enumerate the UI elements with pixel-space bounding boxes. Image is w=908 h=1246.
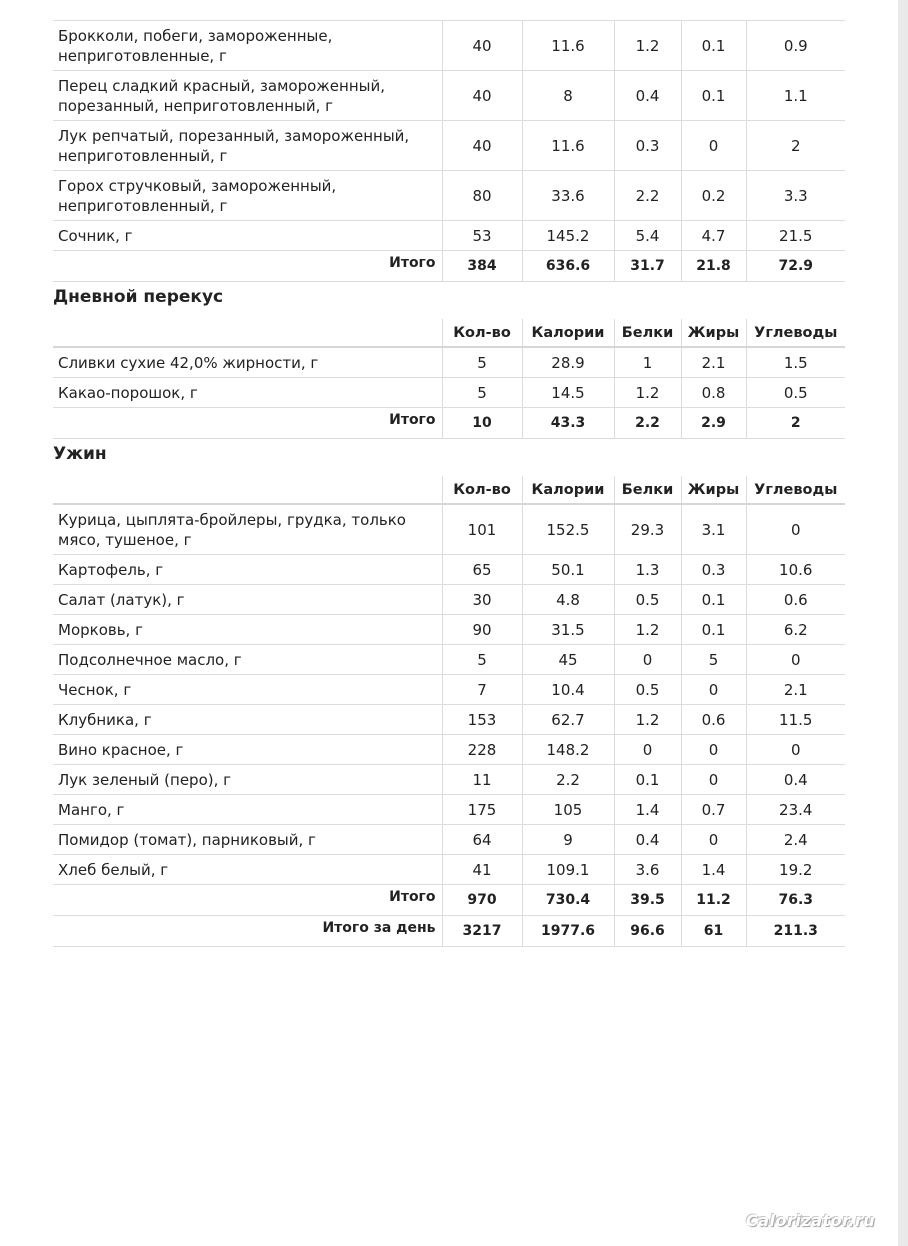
food-name: Лук зеленый (перо), г (53, 765, 442, 795)
table-row (53, 615, 845, 645)
cal-cell: 4.8 (522, 585, 614, 615)
qty-cell: 11 (442, 765, 522, 795)
carb-cell: 3.3 (746, 171, 845, 221)
header-prot: Белки (614, 319, 681, 347)
total-qty: 970 (442, 885, 522, 916)
table-row (53, 675, 845, 705)
cal-cell: 148.2 (522, 735, 614, 765)
fat-cell: 0.1 (681, 21, 746, 71)
prot-cell: 1.2 (614, 615, 681, 645)
table-row (53, 121, 845, 171)
qty-cell: 30 (442, 585, 522, 615)
table-row (53, 21, 845, 71)
prot-cell: 1.3 (614, 555, 681, 585)
fat-cell: 0 (681, 825, 746, 855)
fat-cell: 0 (681, 765, 746, 795)
table-row (53, 504, 845, 555)
fat-cell: 5 (681, 645, 746, 675)
table-row (53, 645, 845, 675)
total-qty: 10 (442, 408, 522, 439)
food-name: Горох стручковый, замороженный, неприготовленный, г (53, 171, 442, 221)
fat-cell: 0.1 (681, 585, 746, 615)
qty-cell: 228 (442, 735, 522, 765)
carb-cell: 0.5 (746, 378, 845, 408)
fat-cell: 1.4 (681, 855, 746, 885)
food-name: Картофель, г (53, 555, 442, 585)
table-row (53, 735, 845, 765)
day-total-cal: 1977.6 (522, 916, 614, 947)
food-name: Сливки сухие 42,0% жирности, г (53, 347, 442, 378)
total-cal: 730.4 (522, 885, 614, 916)
table-row (53, 71, 845, 121)
carb-cell: 23.4 (746, 795, 845, 825)
qty-cell: 5 (442, 378, 522, 408)
fat-cell: 0 (681, 675, 746, 705)
fat-cell: 0.6 (681, 705, 746, 735)
total-cal: 636.6 (522, 251, 614, 282)
carb-cell: 0.6 (746, 585, 845, 615)
table-row (53, 825, 845, 855)
cal-cell: 9 (522, 825, 614, 855)
fat-cell: 0.7 (681, 795, 746, 825)
prot-cell: 1.2 (614, 378, 681, 408)
fat-cell: 4.7 (681, 221, 746, 251)
header-carb: Углеводы (746, 319, 845, 347)
carb-cell: 2 (746, 121, 845, 171)
cal-cell: 105 (522, 795, 614, 825)
prot-cell: 29.3 (614, 504, 681, 555)
day-total-qty: 3217 (442, 916, 522, 947)
food-name: Сочник, г (53, 221, 442, 251)
header-carb: Углеводы (746, 476, 845, 504)
food-name: Клубника, г (53, 705, 442, 735)
carb-cell: 2.4 (746, 825, 845, 855)
qty-cell: 80 (442, 171, 522, 221)
cal-cell: 10.4 (522, 675, 614, 705)
cal-cell: 109.1 (522, 855, 614, 885)
prot-cell: 1.4 (614, 795, 681, 825)
table-row (53, 555, 845, 585)
total-carb: 72.9 (746, 251, 845, 282)
food-name: Какао-порошок, г (53, 378, 442, 408)
qty-cell: 53 (442, 221, 522, 251)
day-total-carb: 211.3 (746, 916, 845, 947)
header-empty (53, 476, 442, 504)
header-fat: Жиры (681, 319, 746, 347)
qty-cell: 101 (442, 504, 522, 555)
prot-cell: 5.4 (614, 221, 681, 251)
total-cal: 43.3 (522, 408, 614, 439)
table-row (53, 795, 845, 825)
total-qty: 384 (442, 251, 522, 282)
total-row (53, 885, 845, 916)
total-prot: 2.2 (614, 408, 681, 439)
food-name: Манго, г (53, 795, 442, 825)
fat-cell: 0.3 (681, 555, 746, 585)
carb-cell: 19.2 (746, 855, 845, 885)
cal-cell: 31.5 (522, 615, 614, 645)
cal-cell: 62.7 (522, 705, 614, 735)
total-carb: 2 (746, 408, 845, 439)
qty-cell: 5 (442, 645, 522, 675)
fat-cell: 3.1 (681, 504, 746, 555)
table-row (53, 378, 845, 408)
carb-cell: 10.6 (746, 555, 845, 585)
carb-cell: 0 (746, 735, 845, 765)
fat-cell: 0.1 (681, 71, 746, 121)
qty-cell: 5 (442, 347, 522, 378)
site-watermark: Calorizator.ru (746, 1211, 876, 1230)
total-prot: 39.5 (614, 885, 681, 916)
day-total-label: Итого за день (53, 916, 442, 947)
food-name: Морковь, г (53, 615, 442, 645)
day-total-prot: 96.6 (614, 916, 681, 947)
header-fat: Жиры (681, 476, 746, 504)
header-qty: Кол-во (442, 476, 522, 504)
total-prot: 31.7 (614, 251, 681, 282)
total-fat: 21.8 (681, 251, 746, 282)
total-fat: 11.2 (681, 885, 746, 916)
day-total-fat: 61 (681, 916, 746, 947)
food-name: Салат (латук), г (53, 585, 442, 615)
cal-cell: 11.6 (522, 121, 614, 171)
page-edge (898, 0, 908, 1246)
qty-cell: 41 (442, 855, 522, 885)
prot-cell: 0 (614, 735, 681, 765)
fat-cell: 0.8 (681, 378, 746, 408)
cal-cell: 28.9 (522, 347, 614, 378)
qty-cell: 40 (442, 71, 522, 121)
prot-cell: 0.5 (614, 675, 681, 705)
carb-cell: 1.1 (746, 71, 845, 121)
table-row (53, 765, 845, 795)
qty-cell: 64 (442, 825, 522, 855)
table-row (53, 221, 845, 251)
carb-cell: 1.5 (746, 347, 845, 378)
food-name: Хлеб белый, г (53, 855, 442, 885)
carb-cell: 21.5 (746, 221, 845, 251)
total-label: Итого (53, 408, 442, 439)
table-header (53, 319, 845, 347)
header-prot: Белки (614, 476, 681, 504)
carb-cell: 0 (746, 645, 845, 675)
total-fat: 2.9 (681, 408, 746, 439)
carb-cell: 0.4 (746, 765, 845, 795)
cal-cell: 152.5 (522, 504, 614, 555)
dinner-table (53, 476, 845, 947)
header-cal: Калории (522, 319, 614, 347)
food-name: Курица, цыплята-бройлеры, грудка, только мясо, тушеное, г (53, 504, 442, 555)
food-name: Брокколи, побеги, замороженные, неприготовленные, г (53, 21, 442, 71)
qty-cell: 40 (442, 21, 522, 71)
table-row (53, 585, 845, 615)
prot-cell: 3.6 (614, 855, 681, 885)
section-title-snack: Дневной перекус (53, 287, 224, 307)
total-label: Итого (53, 885, 442, 916)
prot-cell: 1 (614, 347, 681, 378)
fat-cell: 0 (681, 121, 746, 171)
food-name: Чеснок, г (53, 675, 442, 705)
cal-cell: 11.6 (522, 21, 614, 71)
snack-table (53, 319, 845, 439)
header-qty: Кол-во (442, 319, 522, 347)
qty-cell: 175 (442, 795, 522, 825)
prot-cell: 1.2 (614, 21, 681, 71)
food-name: Перец сладкий красный, замороженный, порезанный, неприготовленный, г (53, 71, 442, 121)
fat-cell: 0.1 (681, 615, 746, 645)
fat-cell: 2.1 (681, 347, 746, 378)
qty-cell: 153 (442, 705, 522, 735)
total-label: Итого (53, 251, 442, 282)
prot-cell: 0.4 (614, 71, 681, 121)
total-row (53, 408, 845, 439)
qty-cell: 40 (442, 121, 522, 171)
carb-cell: 6.2 (746, 615, 845, 645)
carb-cell: 0 (746, 504, 845, 555)
section-title-dinner: Ужин (53, 444, 107, 464)
qty-cell: 90 (442, 615, 522, 645)
food-name: Подсолнечное масло, г (53, 645, 442, 675)
food-name: Лук репчатый, порезанный, замороженный, неприготовленный, г (53, 121, 442, 171)
table-row (53, 347, 845, 378)
cal-cell: 33.6 (522, 171, 614, 221)
cal-cell: 145.2 (522, 221, 614, 251)
prot-cell: 0.1 (614, 765, 681, 795)
header-cal: Калории (522, 476, 614, 504)
prot-cell: 0 (614, 645, 681, 675)
cal-cell: 45 (522, 645, 614, 675)
table-row (53, 705, 845, 735)
lunch-table (53, 20, 845, 282)
cal-cell: 50.1 (522, 555, 614, 585)
table-row (53, 171, 845, 221)
carb-cell: 11.5 (746, 705, 845, 735)
cal-cell: 14.5 (522, 378, 614, 408)
prot-cell: 0.4 (614, 825, 681, 855)
cal-cell: 8 (522, 71, 614, 121)
day-total-row (53, 916, 845, 947)
total-carb: 76.3 (746, 885, 845, 916)
fat-cell: 0 (681, 735, 746, 765)
cal-cell: 2.2 (522, 765, 614, 795)
header-empty (53, 319, 442, 347)
food-name: Помидор (томат), парниковый, г (53, 825, 442, 855)
prot-cell: 0.5 (614, 585, 681, 615)
fat-cell: 0.2 (681, 171, 746, 221)
prot-cell: 2.2 (614, 171, 681, 221)
qty-cell: 65 (442, 555, 522, 585)
food-name: Вино красное, г (53, 735, 442, 765)
table-header (53, 476, 845, 504)
carb-cell: 0.9 (746, 21, 845, 71)
qty-cell: 7 (442, 675, 522, 705)
diet-content (53, 0, 845, 947)
prot-cell: 0.3 (614, 121, 681, 171)
table-row (53, 855, 845, 885)
total-row (53, 251, 845, 282)
carb-cell: 2.1 (746, 675, 845, 705)
prot-cell: 1.2 (614, 705, 681, 735)
